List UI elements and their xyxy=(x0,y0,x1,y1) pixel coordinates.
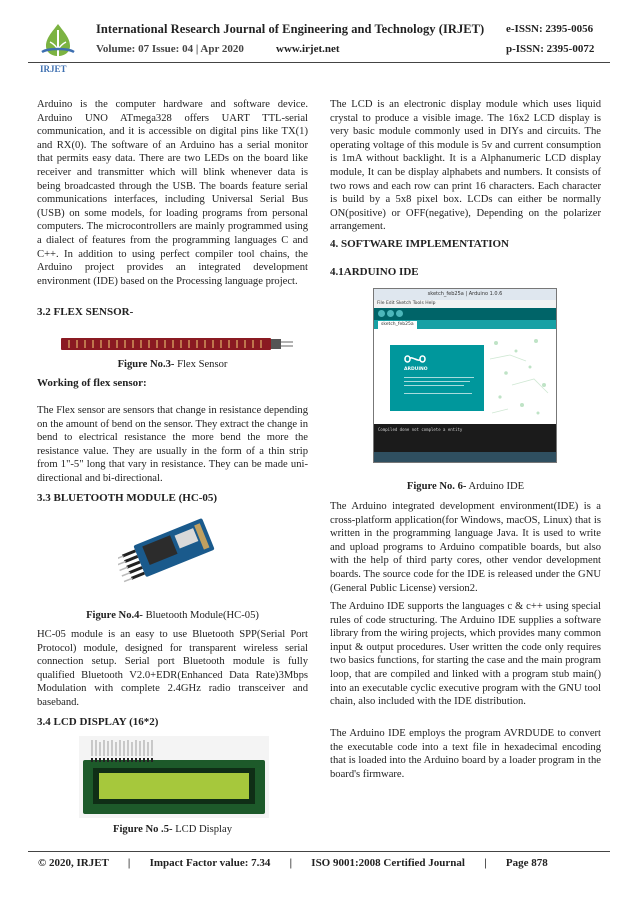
ide-window-title: sketch_feb25a | Arduino 1.0.6 xyxy=(374,289,556,300)
working-flex-heading: Working of flex sensor: xyxy=(37,377,147,389)
figure-4-caption: Figure No.4- Bluetooth Module(HC-05) xyxy=(86,610,259,621)
footer-text: © 2020, IRJET | Impact Factor value: 7.34 | ISO 9001:2008 Certified Journal | Page 878 xyxy=(38,857,548,869)
flex-sensor-heading: 3.2 FLEX SENSOR- xyxy=(37,306,134,318)
intro-paragraph: Arduino is the computer hardware and software device. Arduino UNO ATmega328 offers UART TTL-serial communication, and it is accessible on digital pins like TX(1) and RX(0). The software of an Arduino has a serial monitor that permits easy data. There are two LEDs on the board like receiver and transmitter which will blink whenever data is being broadcasted through the USB. The boards feature serial communications interfaces, including Universal Serial Bus (USB) on some models, for loading programs from personal computers. The microcontrollers are mainly programmed using a dialect of features from the programming languages C and C++. In addition to using perfect compiler tool chains, the Arduino project provides an integrated development environment (IDE) based on the Processing language project. xyxy=(37,99,308,287)
lcd-display-image xyxy=(79,736,269,818)
verify-icon xyxy=(378,310,385,317)
ide-paragraph-1: The Arduino integrated development environment(IDE) is a cross-platform application(for Windows, macOS, Linux) that is written in the programming language Java. It is used to write and upload programs to Arduino compatible boards, but also with the help of third party cores, other vendor development boards. The source code for the IDE is released under the GNU (General Public License) version2. xyxy=(330,501,601,594)
ide-tab: sketch_feb25a xyxy=(378,321,417,329)
arduino-ide-screenshot xyxy=(373,288,557,463)
lcd-heading: 3.4 LCD DISPLAY (16*2) xyxy=(37,716,159,728)
ide-splash xyxy=(390,345,484,411)
journal-url[interactable]: www.irjet.net xyxy=(276,43,340,55)
eissn: e-ISSN: 2395-0056 xyxy=(506,23,594,35)
arduino-ide-heading: 4.1ARDUINO IDE xyxy=(330,266,419,278)
ide-menu-bar: File Edit Sketch Tools Help xyxy=(374,300,556,308)
ide-toolbar xyxy=(374,308,556,320)
flex-sensor-image xyxy=(51,333,296,355)
ide-paragraph-2: The Arduino IDE supports the languages c & c++ using special rules of code structuring. The Arduino IDE supplies a software library from the wiring projects, which provides many common input & output procedures. User written the code only requires two basics functions, for starting the case and the main program loop, that are compiled and linked with a program stub main() into an executable cyclic executive program with the GNU tool chain, also included with the IDE distribution. xyxy=(330,601,601,708)
figure-3-caption: Figure No.3- Flex Sensor xyxy=(117,359,228,370)
flex-sensor-paragraph: The Flex sensor are sensors that change in resistance depending on the amount of bend on the sensor. They extract the change in bend to electrical resistance the more bend the more the resistance value. They are usually in the form of a thin strip from 1"-5" long that vary in resistance. They can be made uni-directional and bi-directional. xyxy=(37,405,308,484)
ide-status: Compiled done not complete a entity xyxy=(378,427,463,432)
new-icon xyxy=(396,310,403,317)
figure-6-caption: Figure No. 6- Arduino IDE xyxy=(406,481,525,492)
figure-5-caption: Figure No .5- LCD Display xyxy=(113,824,232,835)
ide-console xyxy=(374,424,556,452)
bluetooth-heading: 3.3 BLUETOOTH MODULE (HC-05) xyxy=(37,492,218,504)
header-divider xyxy=(28,62,610,63)
irjet-logo-icon xyxy=(34,22,82,60)
bluetooth-paragraph: HC-05 module is an easy to use Bluetooth SPP(Serial Port Protocol) module, designed for transparent wireless serial connection setup. Serial port Bluetooth module is fully qualified Bluetooth V2.0+EDR(Enhanced Data Rate)3Mbps Modulation with complete 2.4GHz radio transceiver and baseband. xyxy=(37,629,308,708)
ide-paragraph-3: The Arduino IDE employs the program AVRDUDE to convert the executable code into a text file in hexadecimal encoding that is loaded into the Arduino board by a loader program in the board's firmware. xyxy=(330,728,601,780)
lcd-paragraph: The LCD is an electronic display module which uses liquid crystal to produce a visible image. The 16x2 LCD display is very basic module commonly used in DIYs and circuits. The operating voltage of this module is 5v and current consumption is 1mA without backlight. It is a Alphanumeric LCD display module, It can be display alphabets and numbers. It consists of two rows and each row can print 16 characters. Each character is build by a 5x8 pixel box. LCDs can either be normally ON(positive) or OFF(negative), Depending on the polarizer arrangement. xyxy=(330,99,601,233)
pissn: p-ISSN: 2395-0072 xyxy=(506,43,595,55)
volume-issue: Volume: 07 Issue: 04 | Apr 2020 xyxy=(96,43,244,55)
software-heading: 4. SOFTWARE IMPLEMENTATION xyxy=(330,238,509,250)
ide-background-graphics xyxy=(486,333,552,419)
journal-title: International Research Journal of Engineering and Technology (IRJET) xyxy=(96,22,485,36)
ide-brand: ARDUINO xyxy=(404,367,428,372)
bluetooth-module-image xyxy=(118,514,226,598)
upload-icon xyxy=(387,310,394,317)
logo-text: IRJET xyxy=(40,64,67,74)
arduino-infinity-icon xyxy=(404,353,426,365)
footer-divider xyxy=(28,851,610,852)
